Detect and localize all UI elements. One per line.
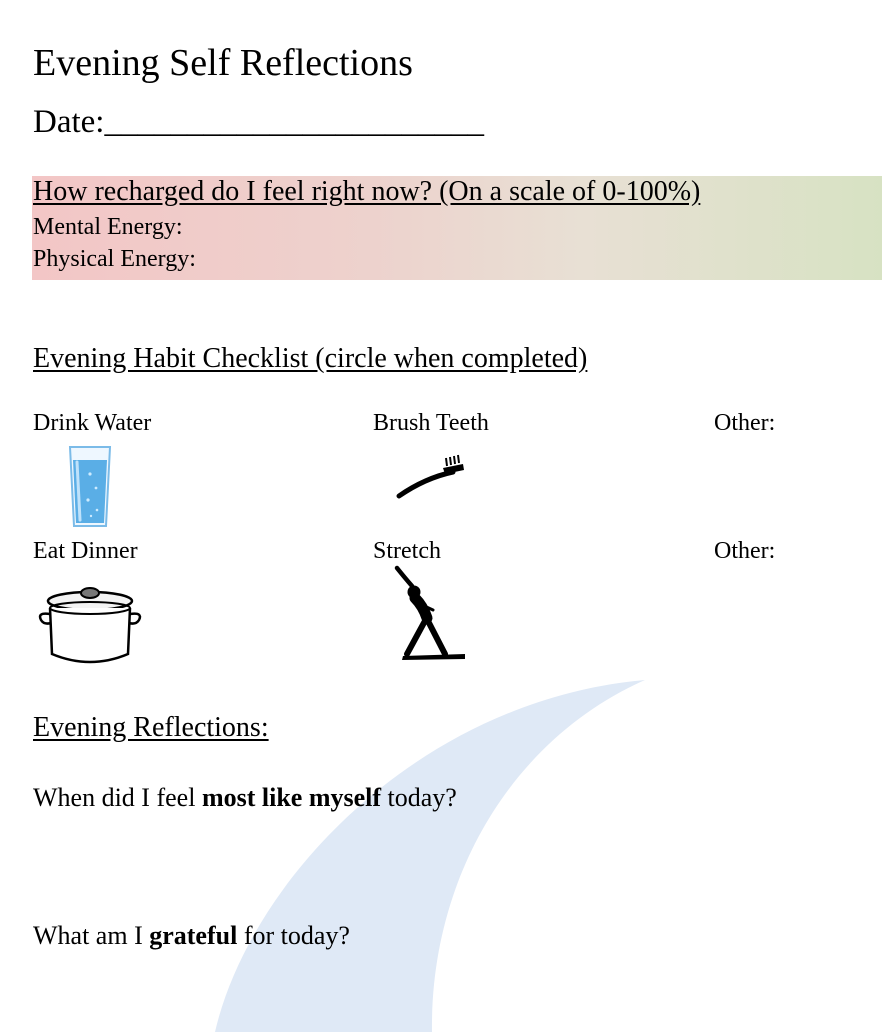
date-line xyxy=(33,100,484,144)
habit-other-1[interactable]: Other: xyxy=(714,410,776,436)
date-blank[interactable]: _______________________ xyxy=(104,104,484,140)
habit-drink-water[interactable]: Drink Water xyxy=(33,410,152,436)
page-title: Evening Self Reflections xyxy=(33,42,413,84)
habit-other-2[interactable]: Other: xyxy=(714,538,776,564)
reflection-question-2 xyxy=(33,919,350,953)
q2-post: for today? xyxy=(237,921,350,950)
q1-pre: When did I feel xyxy=(33,783,202,812)
stretching-person-icon xyxy=(393,564,469,662)
habit-eat-dinner[interactable]: Eat Dinner xyxy=(33,538,138,564)
habit-stretch[interactable]: Stretch xyxy=(373,538,441,564)
reflections-heading: Evening Reflections: xyxy=(33,712,269,743)
mental-energy-label: Mental Energy: xyxy=(33,214,183,240)
toothbrush-icon xyxy=(395,452,467,502)
reflection-question-1 xyxy=(33,781,457,815)
q2-pre: What am I xyxy=(33,921,150,950)
water-glass-icon xyxy=(66,444,114,530)
q1-post: today? xyxy=(381,783,457,812)
physical-energy-label: Physical Energy: xyxy=(33,246,196,272)
q1-emphasis: most like myself xyxy=(201,783,382,812)
cooking-pot-icon xyxy=(38,584,144,668)
habit-brush-teeth[interactable]: Brush Teeth xyxy=(373,410,489,436)
recharge-question: How recharged do I feel right now? (On a scale of 0-100%) xyxy=(33,176,701,207)
q2-emphasis: grateful xyxy=(149,921,238,950)
checklist-heading: Evening Habit Checklist (circle when completed) xyxy=(33,343,588,374)
date-label: Date: xyxy=(33,104,105,140)
